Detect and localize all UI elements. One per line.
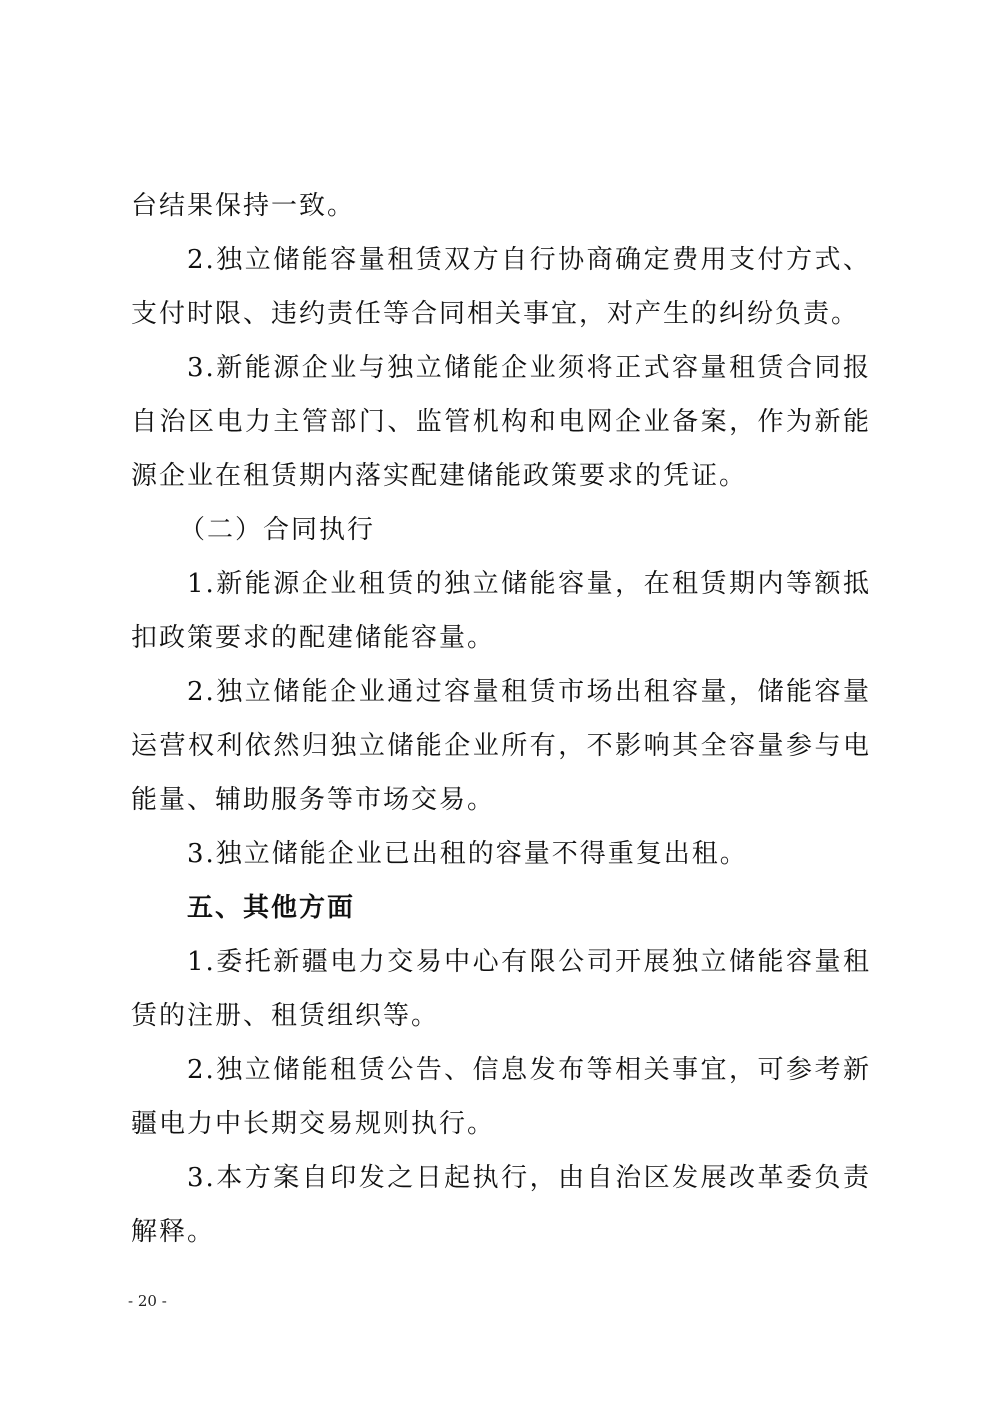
- paragraph-trading-center: 1.委托新疆电力交易中心有限公司开展独立储能容量租赁的注册、租赁组织等。: [131, 947, 871, 1031]
- paragraph-lease-payment: 2.独立储能容量租赁双方自行协商确定费用支付方式、支付时限、违约责任等合同相关事宜，对产生的纠纷负责。: [131, 245, 871, 329]
- paragraph-contract-filing: 3.新能源企业与独立储能企业须将正式容量租赁合同报自治区电力主管部门、监管机构和电网企业备案，作为新能源企业在租赁期内落实配建储能政策要求的凭证。: [131, 353, 871, 491]
- page-number: - 20 -: [128, 1292, 167, 1310]
- paragraph-announcements: 2.独立储能租赁公告、信息发布等相关事宜，可参考新疆电力中长期交易规则执行。: [131, 1055, 871, 1139]
- paragraph-operating-rights: 2.独立储能企业通过容量租赁市场出租容量，储能容量运营权利依然归独立储能企业所有，不影响其全容量参与电能量、辅助服务等市场交易。: [131, 677, 871, 815]
- heading-other-aspects: 五、其他方面: [187, 893, 356, 923]
- paragraph-continuation: 台结果保持一致。: [131, 191, 356, 221]
- document-body: [131, 179, 871, 1259]
- subheading-contract-execution: （二）合同执行: [179, 515, 376, 545]
- paragraph-capacity-deduction: 1.新能源企业租赁的独立储能容量，在租赁期内等额抵扣政策要求的配建储能容量。: [131, 569, 871, 653]
- paragraph-effective-date: 3.本方案自印发之日起执行，由自治区发展改革委负责解释。: [131, 1163, 871, 1247]
- paragraph-no-double-lease: 3.独立储能企业已出租的容量不得重复出租。: [187, 839, 748, 869]
